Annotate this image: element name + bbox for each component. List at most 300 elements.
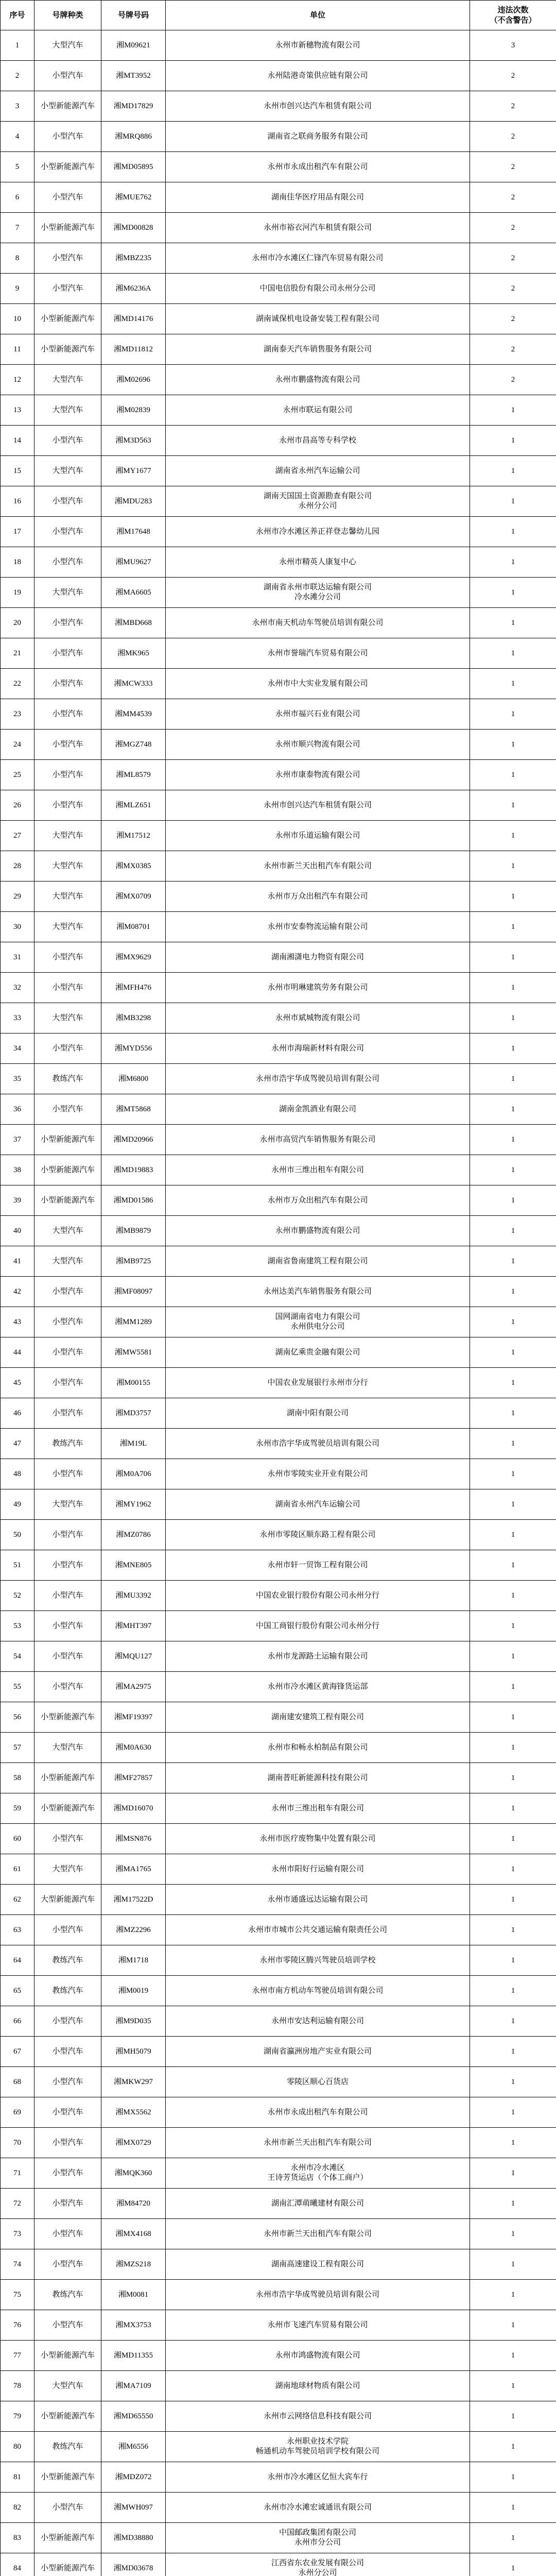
cell-seq: 71 xyxy=(1,2158,34,2189)
cell-plate-no: 湘MD03678 xyxy=(101,2553,166,2576)
cell-count: 1 xyxy=(470,517,556,547)
cell-seq: 40 xyxy=(1,1216,34,1246)
cell-unit: 湖南金凯酒业有限公司 xyxy=(166,1094,470,1125)
table-row xyxy=(1,2341,556,2371)
table-row xyxy=(1,274,556,304)
cell-unit: 湖南湘潇电力物资有限公司 xyxy=(166,942,470,973)
cell-plate-no: 湘MY1677 xyxy=(101,456,166,486)
table-row xyxy=(1,882,556,912)
cell-unit: 永州市创兴达汽车租赁有限公司 xyxy=(166,790,470,821)
table-row xyxy=(1,61,556,91)
table-row xyxy=(1,2128,556,2158)
cell-plate-no: 湘M0019 xyxy=(101,1976,166,2006)
cell-count: 1 xyxy=(470,2158,556,2189)
table-row xyxy=(1,1033,556,1064)
cell-count: 1 xyxy=(470,2310,556,2341)
cell-unit: 中国农业银行股份有限公司永州分行 xyxy=(166,1581,470,1611)
cell-seq: 20 xyxy=(1,608,34,638)
cell-plate-no: 湘M08701 xyxy=(101,912,166,942)
cell-seq: 24 xyxy=(1,730,34,760)
cell-count: 1 xyxy=(470,1429,556,1459)
table-row xyxy=(1,2553,556,2576)
cell-seq: 65 xyxy=(1,1976,34,2006)
cell-plate-no: 湘MDU283 xyxy=(101,486,166,517)
cell-unit: 湖南省永州汽车运输公司 xyxy=(166,456,470,486)
table-row xyxy=(1,2280,556,2310)
table-row xyxy=(1,1003,556,1033)
cell-plate-type: 大型汽车 xyxy=(34,2371,101,2401)
cell-count: 2 xyxy=(470,243,556,274)
cell-plate-type: 小型汽车 xyxy=(34,638,101,669)
cell-count: 1 xyxy=(470,1672,556,1702)
table-row xyxy=(1,182,556,213)
cell-plate-no: 湘M17522D xyxy=(101,1885,166,1915)
cell-count: 1 xyxy=(470,456,556,486)
table-row xyxy=(1,942,556,973)
cell-plate-no: 湘MK965 xyxy=(101,638,166,669)
cell-plate-no: 湘MQU127 xyxy=(101,1641,166,1672)
cell-plate-no: 湘MU3392 xyxy=(101,1581,166,1611)
cell-unit: 永州市永成出租汽车有限公司 xyxy=(166,2097,470,2128)
cell-unit: 零陵区顺心百货店 xyxy=(166,2067,470,2097)
cell-count: 1 xyxy=(470,1793,556,1824)
cell-seq: 55 xyxy=(1,1672,34,1702)
cell-unit: 永州市冷水滩区黄海锋货运部 xyxy=(166,1672,470,1702)
table-row xyxy=(1,1429,556,1459)
cell-unit: 湖南普旺新能源科技有限公司 xyxy=(166,1763,470,1793)
cell-unit: 江西省东农业发展有限公司 永州分公司 xyxy=(166,2553,470,2576)
cell-unit: 永州市联运有限公司 xyxy=(166,395,470,426)
cell-plate-no: 湘MA2975 xyxy=(101,1672,166,1702)
cell-plate-type: 小型新能源汽车 xyxy=(34,2553,101,2576)
cell-plate-no: 湘MHT397 xyxy=(101,1611,166,1641)
cell-count: 1 xyxy=(470,1125,556,1155)
table-header xyxy=(1,1,556,30)
table-row xyxy=(1,1976,556,2006)
cell-seq: 64 xyxy=(1,1945,34,1976)
cell-unit: 永州市零陵区腾兴驾驶员培训学校 xyxy=(166,1945,470,1976)
cell-unit: 永州市誉瑞汽车贸易有限公司 xyxy=(166,638,470,669)
cell-unit: 国网湖南省电力有限公司 永州供电分公司 xyxy=(166,1307,470,1337)
cell-plate-no: 湘MX0729 xyxy=(101,2128,166,2158)
table-row xyxy=(1,2310,556,2341)
cell-unit: 永州市轩一贸饰工程有限公司 xyxy=(166,1550,470,1581)
cell-unit: 永州市南天机动车驾驶员培训有限公司 xyxy=(166,608,470,638)
table-row xyxy=(1,851,556,882)
cell-seq: 52 xyxy=(1,1581,34,1611)
cell-unit: 永州市昌高等专科学校 xyxy=(166,426,470,456)
cell-unit: 湖南省鲁南建筑工程有限公司 xyxy=(166,1246,470,1277)
cell-count: 1 xyxy=(470,2553,556,2576)
cell-seq: 62 xyxy=(1,1885,34,1915)
cell-unit: 永州市南方机动车驾驶员培训有限公司 xyxy=(166,1976,470,2006)
cell-plate-no: 湘MA1765 xyxy=(101,1854,166,1885)
cell-count: 2 xyxy=(470,304,556,334)
table-row xyxy=(1,1307,556,1337)
cell-seq: 32 xyxy=(1,973,34,1003)
cell-count: 1 xyxy=(470,1216,556,1246)
table-row xyxy=(1,2006,556,2037)
cell-plate-no: 湘MX4168 xyxy=(101,2219,166,2249)
cell-seq: 34 xyxy=(1,1033,34,1064)
table-row xyxy=(1,365,556,395)
cell-count: 1 xyxy=(470,1246,556,1277)
cell-count: 1 xyxy=(470,2128,556,2158)
cell-plate-type: 小型新能源汽车 xyxy=(34,1155,101,1185)
cell-count: 2 xyxy=(470,213,556,243)
table-row xyxy=(1,213,556,243)
cell-unit: 湖南地球材物质有限公司 xyxy=(166,2371,470,2401)
cell-count: 1 xyxy=(470,1459,556,1489)
cell-seq: 53 xyxy=(1,1611,34,1641)
cell-plate-no: 湘M1718 xyxy=(101,1945,166,1976)
table-row xyxy=(1,760,556,790)
header-count: 违法次数 （不含警告） xyxy=(470,1,556,30)
cell-plate-type: 小型汽车 xyxy=(34,243,101,274)
cell-seq: 38 xyxy=(1,1155,34,1185)
cell-unit: 永州市冷水滩区养正祥登志馨幼儿园 xyxy=(166,517,470,547)
cell-unit: 永州市斌城物流有限公司 xyxy=(166,1003,470,1033)
cell-unit: 永州陆港奇策供应链有限公司 xyxy=(166,61,470,91)
cell-plate-no: 湘MSN876 xyxy=(101,1824,166,1854)
cell-plate-no: 湘MW5581 xyxy=(101,1337,166,1368)
cell-plate-no: 湘MBZ235 xyxy=(101,243,166,274)
cell-count: 1 xyxy=(470,1094,556,1125)
cell-count: 1 xyxy=(470,851,556,882)
cell-plate-no: 湘MGZ748 xyxy=(101,730,166,760)
cell-plate-type: 小型新能源汽车 xyxy=(34,1125,101,1155)
cell-plate-no: 湘M17648 xyxy=(101,517,166,547)
cell-unit: 永州市冷水滩区仁锋汽车贸易有限公司 xyxy=(166,243,470,274)
cell-seq: 81 xyxy=(1,2462,34,2493)
cell-count: 1 xyxy=(470,395,556,426)
cell-seq: 79 xyxy=(1,2401,34,2432)
header-plate-no: 号牌号码 xyxy=(101,1,166,30)
cell-seq: 17 xyxy=(1,517,34,547)
cell-count: 1 xyxy=(470,1885,556,1915)
cell-plate-no: 湘MRQ886 xyxy=(101,122,166,152)
cell-plate-type: 大型新能源汽车 xyxy=(34,1885,101,1915)
header-row xyxy=(1,1,556,30)
cell-seq: 54 xyxy=(1,1641,34,1672)
table-row xyxy=(1,730,556,760)
cell-unit: 永州市浩宇华成驾驶员培训有限公司 xyxy=(166,2280,470,2310)
cell-plate-type: 大型汽车 xyxy=(34,851,101,882)
cell-plate-type: 小型汽车 xyxy=(34,517,101,547)
cell-seq: 59 xyxy=(1,1793,34,1824)
cell-unit: 永州市零陵区顺东路工程有限公司 xyxy=(166,1520,470,1550)
table-row xyxy=(1,1763,556,1793)
cell-plate-no: 湘MF19397 xyxy=(101,1702,166,1733)
cell-plate-no: 湘M6236A xyxy=(101,274,166,304)
cell-count: 1 xyxy=(470,2067,556,2097)
cell-plate-type: 小型汽车 xyxy=(34,122,101,152)
cell-plate-no: 湘M6556 xyxy=(101,2432,166,2462)
cell-seq: 28 xyxy=(1,851,34,882)
cell-unit: 湖南佳华医疗用品有限公司 xyxy=(166,182,470,213)
cell-plate-no: 湘MD05895 xyxy=(101,152,166,182)
table-row xyxy=(1,1672,556,1702)
cell-seq: 49 xyxy=(1,1489,34,1520)
cell-seq: 78 xyxy=(1,2371,34,2401)
cell-seq: 61 xyxy=(1,1854,34,1885)
cell-count: 1 xyxy=(470,2462,556,2493)
cell-unit: 永州市龙源路土运输有限公司 xyxy=(166,1641,470,1672)
table-row xyxy=(1,456,556,486)
cell-plate-type: 小型汽车 xyxy=(34,1094,101,1125)
cell-count: 1 xyxy=(470,1641,556,1672)
cell-seq: 1 xyxy=(1,30,34,61)
cell-count: 1 xyxy=(470,578,556,608)
table-row xyxy=(1,1064,556,1094)
cell-plate-type: 小型新能源汽车 xyxy=(34,334,101,365)
cell-plate-type: 小型汽车 xyxy=(34,274,101,304)
cell-unit: 永州市康泰物流有限公司 xyxy=(166,760,470,790)
cell-count: 1 xyxy=(470,1337,556,1368)
table-row xyxy=(1,2097,556,2128)
cell-unit: 永州市安泰物流运输有限公司 xyxy=(166,912,470,942)
cell-count: 1 xyxy=(470,1915,556,1945)
cell-plate-no: 湘MD3757 xyxy=(101,1398,166,1429)
cell-seq: 45 xyxy=(1,1368,34,1398)
cell-plate-no: 湘MA7109 xyxy=(101,2371,166,2401)
cell-seq: 6 xyxy=(1,182,34,213)
cell-seq: 46 xyxy=(1,1398,34,1429)
table-row xyxy=(1,1824,556,1854)
cell-plate-no: 湘MQK360 xyxy=(101,2158,166,2189)
cell-count: 1 xyxy=(470,2006,556,2037)
cell-count: 1 xyxy=(470,1368,556,1398)
cell-unit: 永州达美汽车销售服务有限公司 xyxy=(166,1277,470,1307)
cell-seq: 47 xyxy=(1,1429,34,1459)
cell-plate-type: 教练汽车 xyxy=(34,2280,101,2310)
cell-plate-no: 湘MLZ651 xyxy=(101,790,166,821)
table-row xyxy=(1,334,556,365)
cell-seq: 63 xyxy=(1,1915,34,1945)
cell-plate-no: 湘MDZ072 xyxy=(101,2462,166,2493)
table-row xyxy=(1,2189,556,2219)
table-row xyxy=(1,1246,556,1277)
cell-plate-type: 小型汽车 xyxy=(34,608,101,638)
cell-count: 1 xyxy=(470,2280,556,2310)
cell-count: 1 xyxy=(470,2432,556,2462)
table-row xyxy=(1,426,556,456)
table-row xyxy=(1,1520,556,1550)
cell-unit: 湖南天国国土资源勘查有限公司 永州分公司 xyxy=(166,486,470,517)
cell-seq: 76 xyxy=(1,2310,34,2341)
cell-plate-no: 湘MX9629 xyxy=(101,942,166,973)
cell-count: 2 xyxy=(470,122,556,152)
cell-plate-type: 小型汽车 xyxy=(34,1641,101,1672)
cell-plate-type: 小型汽车 xyxy=(34,61,101,91)
cell-unit: 湖南诚保机电设备安装工程有限公司 xyxy=(166,304,470,334)
table-row xyxy=(1,517,556,547)
table-row xyxy=(1,2462,556,2493)
cell-plate-type: 小型汽车 xyxy=(34,1337,101,1368)
cell-plate-no: 湘M09621 xyxy=(101,30,166,61)
cell-plate-no: 湘M3D563 xyxy=(101,426,166,456)
cell-seq: 56 xyxy=(1,1702,34,1733)
cell-seq: 41 xyxy=(1,1246,34,1277)
table-row xyxy=(1,821,556,851)
cell-unit: 湖南亿乘贵金融有限公司 xyxy=(166,1337,470,1368)
cell-seq: 19 xyxy=(1,578,34,608)
table-row xyxy=(1,578,556,608)
table-row xyxy=(1,304,556,334)
cell-plate-type: 小型汽车 xyxy=(34,1611,101,1641)
table-row xyxy=(1,638,556,669)
table-row xyxy=(1,91,556,122)
cell-unit: 永州市安达利运输有限公司 xyxy=(166,2006,470,2037)
cell-count: 1 xyxy=(470,2341,556,2371)
cell-plate-type: 小型汽车 xyxy=(34,2128,101,2158)
cell-count: 1 xyxy=(470,2189,556,2219)
cell-seq: 35 xyxy=(1,1064,34,1094)
cell-plate-no: 湘MCW333 xyxy=(101,669,166,699)
cell-count: 1 xyxy=(470,882,556,912)
cell-count: 1 xyxy=(470,1824,556,1854)
cell-plate-type: 小型汽车 xyxy=(34,2067,101,2097)
cell-plate-no: 湘M0081 xyxy=(101,2280,166,2310)
cell-seq: 74 xyxy=(1,2249,34,2280)
table-row xyxy=(1,1398,556,1429)
table-row xyxy=(1,1337,556,1368)
cell-count: 1 xyxy=(470,1976,556,2006)
cell-count: 1 xyxy=(470,1763,556,1793)
table-row xyxy=(1,1945,556,1976)
cell-seq: 50 xyxy=(1,1520,34,1550)
cell-plate-no: 湘MD11355 xyxy=(101,2341,166,2371)
cell-count: 1 xyxy=(470,790,556,821)
cell-plate-type: 大型汽车 xyxy=(34,1003,101,1033)
cell-plate-type: 教练汽车 xyxy=(34,1429,101,1459)
cell-plate-type: 教练汽车 xyxy=(34,1976,101,2006)
cell-plate-type: 小型汽车 xyxy=(34,669,101,699)
cell-seq: 80 xyxy=(1,2432,34,2462)
table-row xyxy=(1,152,556,182)
cell-plate-no: 湘MD65550 xyxy=(101,2401,166,2432)
cell-unit: 湖南建安建筑工程有限公司 xyxy=(166,1702,470,1733)
cell-plate-no: 湘MX0709 xyxy=(101,882,166,912)
cell-unit: 中国农业发展银行永州市分行 xyxy=(166,1368,470,1398)
cell-plate-type: 小型汽车 xyxy=(34,730,101,760)
cell-plate-no: 湘M19L xyxy=(101,1429,166,1459)
cell-count: 2 xyxy=(470,61,556,91)
table-row xyxy=(1,790,556,821)
cell-plate-type: 小型汽车 xyxy=(34,2493,101,2523)
cell-unit: 永州市鹏盛物流有限公司 xyxy=(166,1216,470,1246)
cell-count: 1 xyxy=(470,1155,556,1185)
cell-unit: 湖南省之联商务服务有限公司 xyxy=(166,122,470,152)
table-row xyxy=(1,1216,556,1246)
cell-plate-type: 教练汽车 xyxy=(34,2432,101,2462)
cell-count: 1 xyxy=(470,2097,556,2128)
cell-plate-no: 湘MD38880 xyxy=(101,2523,166,2553)
cell-plate-no: 湘M0A630 xyxy=(101,1733,166,1763)
cell-plate-type: 教练汽车 xyxy=(34,1945,101,1976)
cell-plate-no: 湘MM4539 xyxy=(101,699,166,730)
cell-plate-type: 小型新能源汽车 xyxy=(34,91,101,122)
table-row xyxy=(1,1915,556,1945)
cell-plate-no: 湘MD16070 xyxy=(101,1793,166,1824)
table-row xyxy=(1,2401,556,2432)
cell-unit: 永州市新兰天出租汽车有限公司 xyxy=(166,851,470,882)
cell-plate-no: 湘M0A706 xyxy=(101,1459,166,1489)
header-unit: 单位 xyxy=(166,1,470,30)
cell-seq: 58 xyxy=(1,1763,34,1793)
cell-unit: 永州市浩宇华成驾驶员培训有限公司 xyxy=(166,1429,470,1459)
cell-unit: 永州市云网络信息科技有限公司 xyxy=(166,2401,470,2432)
cell-count: 2 xyxy=(470,182,556,213)
cell-plate-type: 小型汽车 xyxy=(34,942,101,973)
cell-unit: 永州职业技术学院 畅通机动车驾驶员培训学校有限公司 xyxy=(166,2432,470,2462)
cell-count: 2 xyxy=(470,334,556,365)
cell-unit: 湖南中阳有限公司 xyxy=(166,1398,470,1429)
cell-plate-no: 湘MX0385 xyxy=(101,851,166,882)
cell-unit: 湖南汇潭萌曦建材有限公司 xyxy=(166,2189,470,2219)
cell-plate-type: 小型汽车 xyxy=(34,2189,101,2219)
cell-seq: 72 xyxy=(1,2189,34,2219)
cell-seq: 21 xyxy=(1,638,34,669)
cell-plate-type: 小型新能源汽车 xyxy=(34,2401,101,2432)
cell-unit: 中国工商银行股份有限公司永州分行 xyxy=(166,1611,470,1641)
cell-count: 2 xyxy=(470,365,556,395)
cell-count: 1 xyxy=(470,821,556,851)
cell-plate-no: 湘MYD556 xyxy=(101,1033,166,1064)
cell-seq: 33 xyxy=(1,1003,34,1033)
cell-plate-no: 湘MD11812 xyxy=(101,334,166,365)
table-row xyxy=(1,1793,556,1824)
cell-count: 1 xyxy=(470,1064,556,1094)
cell-plate-no: 湘MT3952 xyxy=(101,61,166,91)
cell-plate-no: 湘M02839 xyxy=(101,395,166,426)
cell-plate-type: 小型汽车 xyxy=(34,1672,101,1702)
cell-plate-type: 大型汽车 xyxy=(34,1489,101,1520)
cell-count: 1 xyxy=(470,1733,556,1763)
cell-unit: 永州市三维出租车有限公司 xyxy=(166,1793,470,1824)
cell-count: 1 xyxy=(470,1489,556,1520)
cell-unit: 永州市和畅永柏制品有限公司 xyxy=(166,1733,470,1763)
table-row xyxy=(1,2432,556,2462)
cell-plate-type: 小型汽车 xyxy=(34,2310,101,2341)
cell-seq: 27 xyxy=(1,821,34,851)
cell-count: 1 xyxy=(470,1581,556,1611)
cell-count: 1 xyxy=(470,426,556,456)
table-row xyxy=(1,1125,556,1155)
cell-seq: 18 xyxy=(1,547,34,578)
cell-seq: 77 xyxy=(1,2341,34,2371)
cell-seq: 51 xyxy=(1,1550,34,1581)
cell-unit: 永州市浩宇华成驾驶员培训有限公司 xyxy=(166,1064,470,1094)
cell-unit: 永州市鸿盛物流有限公司 xyxy=(166,2341,470,2371)
cell-plate-type: 大型汽车 xyxy=(34,1246,101,1277)
cell-plate-no: 湘MB9725 xyxy=(101,1246,166,1277)
cell-seq: 75 xyxy=(1,2280,34,2310)
cell-plate-no: 湘M84720 xyxy=(101,2189,166,2219)
cell-plate-no: 湘MKW297 xyxy=(101,2067,166,2097)
cell-count: 1 xyxy=(470,1854,556,1885)
cell-plate-type: 大型汽车 xyxy=(34,1733,101,1763)
cell-seq: 4 xyxy=(1,122,34,152)
cell-seq: 22 xyxy=(1,669,34,699)
cell-seq: 7 xyxy=(1,213,34,243)
cell-plate-no: 湘MD19883 xyxy=(101,1155,166,1185)
cell-count: 1 xyxy=(470,486,556,517)
cell-seq: 5 xyxy=(1,152,34,182)
cell-plate-type: 大型汽车 xyxy=(34,30,101,61)
cell-unit: 永州市零陵实业开业有限公司 xyxy=(166,1459,470,1489)
cell-seq: 68 xyxy=(1,2067,34,2097)
